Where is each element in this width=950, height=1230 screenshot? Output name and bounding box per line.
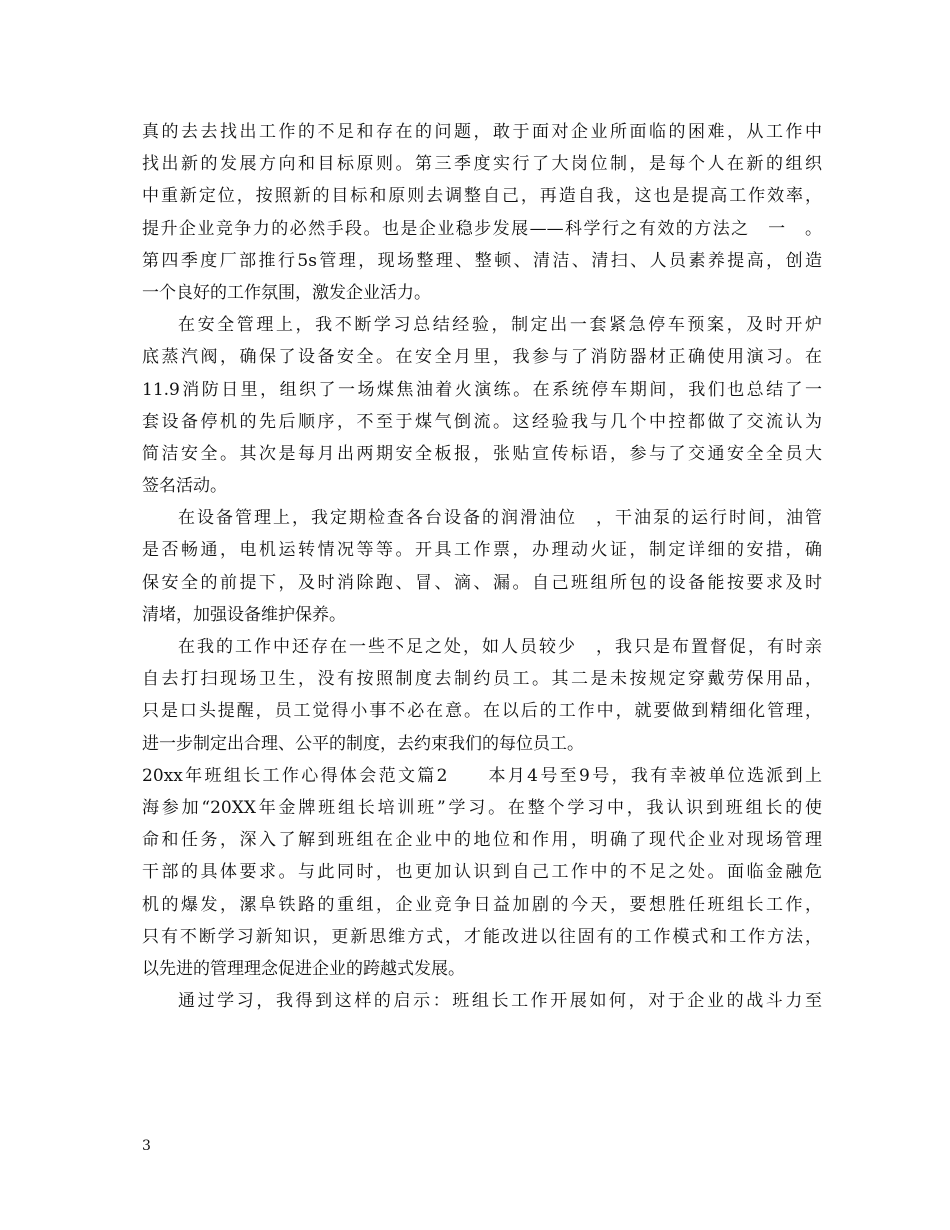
text-line: 是否畅通，电机运转情况等等。开具工作票，办理动火证，制定详细的安措，确 bbox=[142, 540, 822, 561]
text-line: 进一步制定出合理、公平的制度，去约束我们的每位员工。 bbox=[142, 733, 584, 754]
text-line: 提升企业竞争力的必然手段。也是企业稳步发展——科学行之有效的方法之 一 。 bbox=[142, 218, 822, 239]
text-line: 20xx年班组长工作心得体会范文篇2 本月4号至9号，我有幸被单位选派到上 bbox=[142, 765, 822, 786]
text-line: 保安全的前提下，及时消除跑、冒、滴、漏。自己班组所包的设备能按要求及时 bbox=[142, 572, 822, 593]
text-line: 机的爆发，漯阜铁路的重组，企业竞争日益加剧的今天，要想胜任班组长工作， bbox=[142, 894, 822, 915]
text-line: 自去打扫现场卫生，没有按照制度去制约员工。其二是未按规定穿戴劳保用品， bbox=[142, 669, 822, 690]
text-line: 干部的具体要求。与此同时，也更加认识到自己工作中的不足之处。面临金融危 bbox=[142, 862, 822, 883]
page-number: 3 bbox=[142, 1138, 151, 1154]
text-line: 简洁安全。其次是每月出两期安全板报，张贴宣传标语，参与了交通安全全员大 bbox=[142, 443, 822, 464]
text-line: 11.9消防日里，组织了一场煤焦油着火演练。在系统停车期间，我们也总结了一 bbox=[142, 379, 822, 400]
text-line: 以先进的管理理念促进企业的跨越式发展。 bbox=[142, 958, 465, 979]
text-line: 真的去去找出工作的不足和存在的问题，敢于面对企业所面临的困难，从工作中 bbox=[142, 122, 822, 142]
text-line: 一个良好的工作氛围，激发企业活力。 bbox=[142, 282, 431, 303]
text-line: 只是口头提醒，员工觉得小事不必在意。在以后的工作中，就要做到精细化管理， bbox=[142, 701, 822, 722]
text-line: 清堵，加强设备维护保养。 bbox=[142, 604, 346, 625]
text-line: 通过学习，我得到这样的启示：班组长工作开展如何，对于企业的战斗力至 bbox=[178, 991, 822, 1012]
text-line: 在安全管理上，我不断学习总结经验，制定出一套紧急停车预案，及时开炉 bbox=[178, 315, 822, 336]
text-line: 找出新的发展方向和目标原则。第三季度实行了大岗位制，是每个人在新的组织 bbox=[142, 154, 822, 175]
text-line: 第四季度厂部推行5s管理，现场整理、整顿、清洁、清扫、人员素养提高，创造 bbox=[142, 250, 822, 271]
text-line: 命和任务，深入了解到班组在企业中的地位和作用，明确了现代企业对现场管理 bbox=[142, 830, 822, 851]
text-line: 在设备管理上，我定期检查各台设备的润滑油位 ，干油泵的运行时间，油管 bbox=[178, 508, 822, 529]
text-line: 中重新定位，按照新的目标和原则去调整自己，再造自我，这也是提高工作效率， bbox=[142, 186, 822, 207]
text-line: 在我的工作中还存在一些不足之处，如人员较少 ，我只是布置督促，有时亲 bbox=[178, 637, 822, 657]
text-line: 底蒸汽阀，确保了设备安全。在安全月里，我参与了消防器材正确使用演习。在 bbox=[142, 347, 822, 368]
text-line: 签名活动。 bbox=[142, 476, 227, 497]
text-line: 套设备停机的先后顺序，不至于煤气倒流。这经验我与几个中控都做了交流认为 bbox=[142, 411, 822, 432]
text-line: 只有不断学习新知识，更新思维方式，才能改进以往固有的工作模式和工作方法， bbox=[142, 926, 822, 947]
body-text bbox=[142, 116, 822, 1017]
text-line: 海参加“20XX年金牌班组长培训班”学习。在整个学习中，我认识到班组长的使 bbox=[142, 797, 822, 818]
